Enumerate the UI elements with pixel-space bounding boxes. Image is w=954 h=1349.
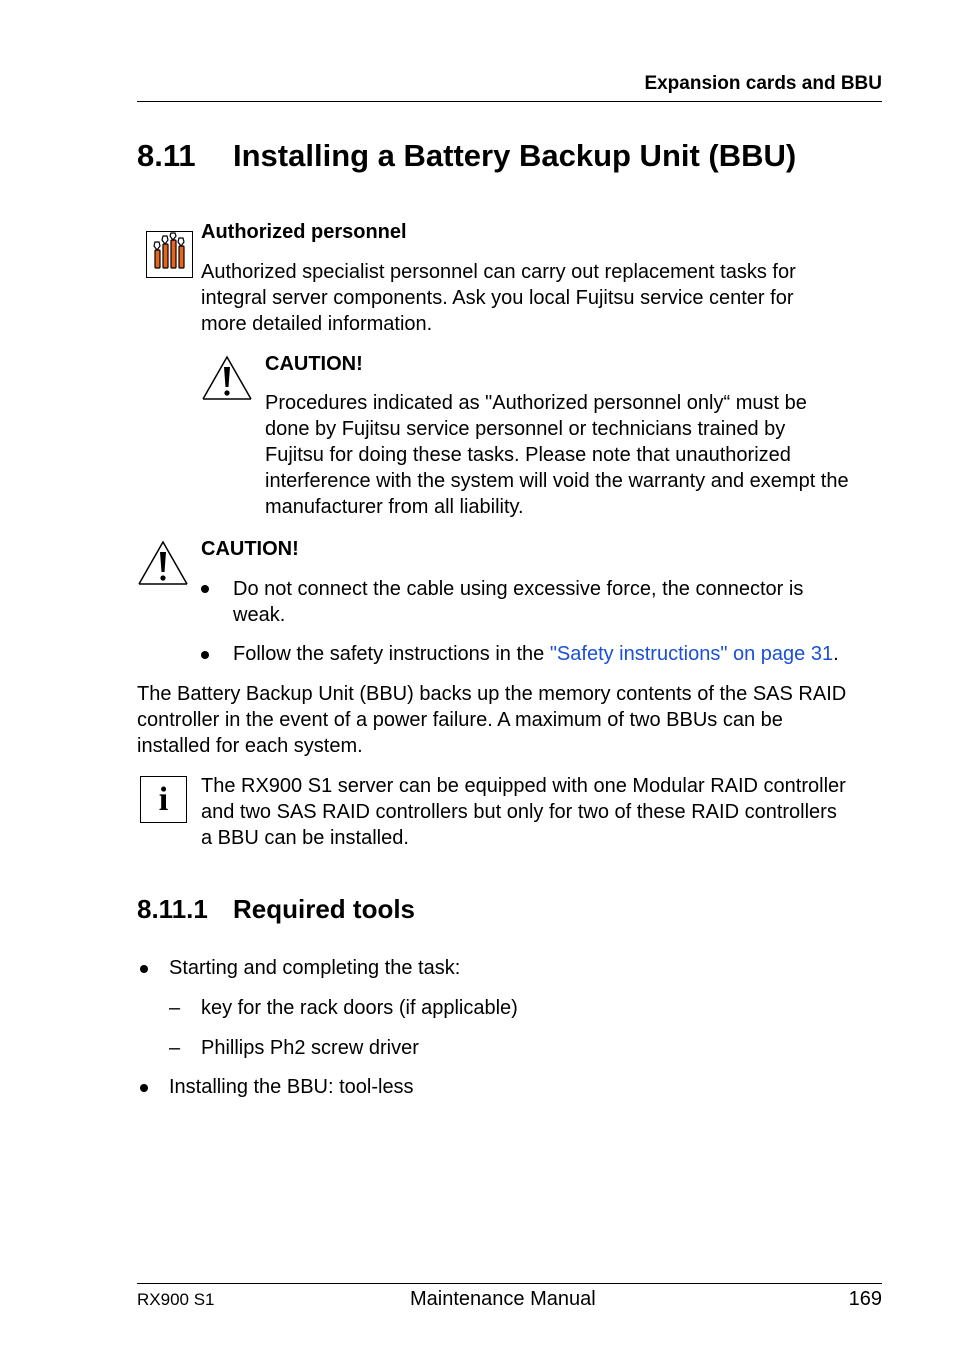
info-text [201,773,891,851]
authorized-line: more detailed information. [201,313,433,335]
caution2-bullet2-text: Follow the safety instructions in the [233,643,550,665]
tools-item-1: Starting and completing the task: [169,957,461,979]
authorized-line: integral server components. Ask you local Fujitsu service center for [201,287,794,309]
caution2-bullet2 [233,641,893,667]
wrench-tools-icon [146,231,193,278]
section-heading [137,138,796,174]
intro-line: controller in the event of a power failure. A maximum of two BBUs can be [137,709,783,731]
dash-marker: – [169,997,181,1019]
caution1-line: done by Fujitsu service personnel or technicians trained by [265,418,786,440]
info-line: and two SAS RAID controllers but only for two of these RAID controllers [201,801,837,823]
subsection-title: Required tools [233,894,416,924]
running-header: Expansion cards and BBU [644,73,882,94]
warning-triangle-icon [200,353,254,403]
caution1-line: Fujitsu for doing these tasks. Please note that unauthorized [265,444,791,466]
bullet-icon [140,1084,148,1092]
tools-sub-2: Phillips Ph2 screw driver [201,1037,419,1059]
warning-triangle-icon [136,538,190,588]
authorized-text [201,259,882,337]
caution1-line: manufacturer from all liability. [265,496,524,518]
caution2-bullet1 [233,576,882,628]
caution2-bullet2-suffix: . [833,643,839,665]
safety-instructions-link[interactable]: "Safety instructions" on page 31 [549,643,834,665]
info-line: The RX900 S1 server can be equipped with one Modular RAID controller [201,775,846,797]
info-glyph: i [158,780,169,818]
authorized-line: Authorized specialist personnel can carry out replacement tasks for [201,261,796,283]
info-icon [140,776,187,823]
caution2-bullet1-line: Do not connect the cable using excessive force, the connector is [233,578,804,600]
section-number: 8.11 [137,138,196,173]
page-number: 169 [848,1288,882,1310]
intro-line: The Battery Backup Unit (BBU) backs up the memory contents of the SAS RAID [137,683,847,705]
footer-model: RX900 S1 [137,1290,215,1309]
section-title: Installing a Battery Backup Unit (BBU) [233,138,797,173]
intro-line: installed for each system. [137,735,363,757]
bullet-icon [140,965,148,973]
caution1-line: Procedures indicated as "Authorized personnel only“ must be [265,392,807,414]
header-rule [137,101,882,102]
caution2-bullet1-line: weak. [233,604,286,626]
subsection-number: 8.11.1 [137,894,208,924]
tools-sub-1: key for the rack doors (if applicable) [201,997,518,1019]
caution1-text [265,390,882,520]
footer-manual-title: Maintenance Manual [410,1288,596,1310]
subsection-heading [137,894,415,925]
bullet-icon [201,651,209,659]
bullet-icon [201,585,209,593]
caution2-title: CAUTION! [201,538,299,560]
caution1-line: interference with the system will void the warranty and exempt the [265,470,849,492]
info-line: a BBU can be installed. [201,827,409,849]
intro-paragraph [137,681,897,759]
footer-rule [137,1283,882,1284]
dash-marker: – [169,1037,181,1059]
caution1-title: CAUTION! [265,353,363,375]
tools-item-2: Installing the BBU: tool-less [169,1076,414,1098]
authorized-title: Authorized personnel [201,221,407,243]
